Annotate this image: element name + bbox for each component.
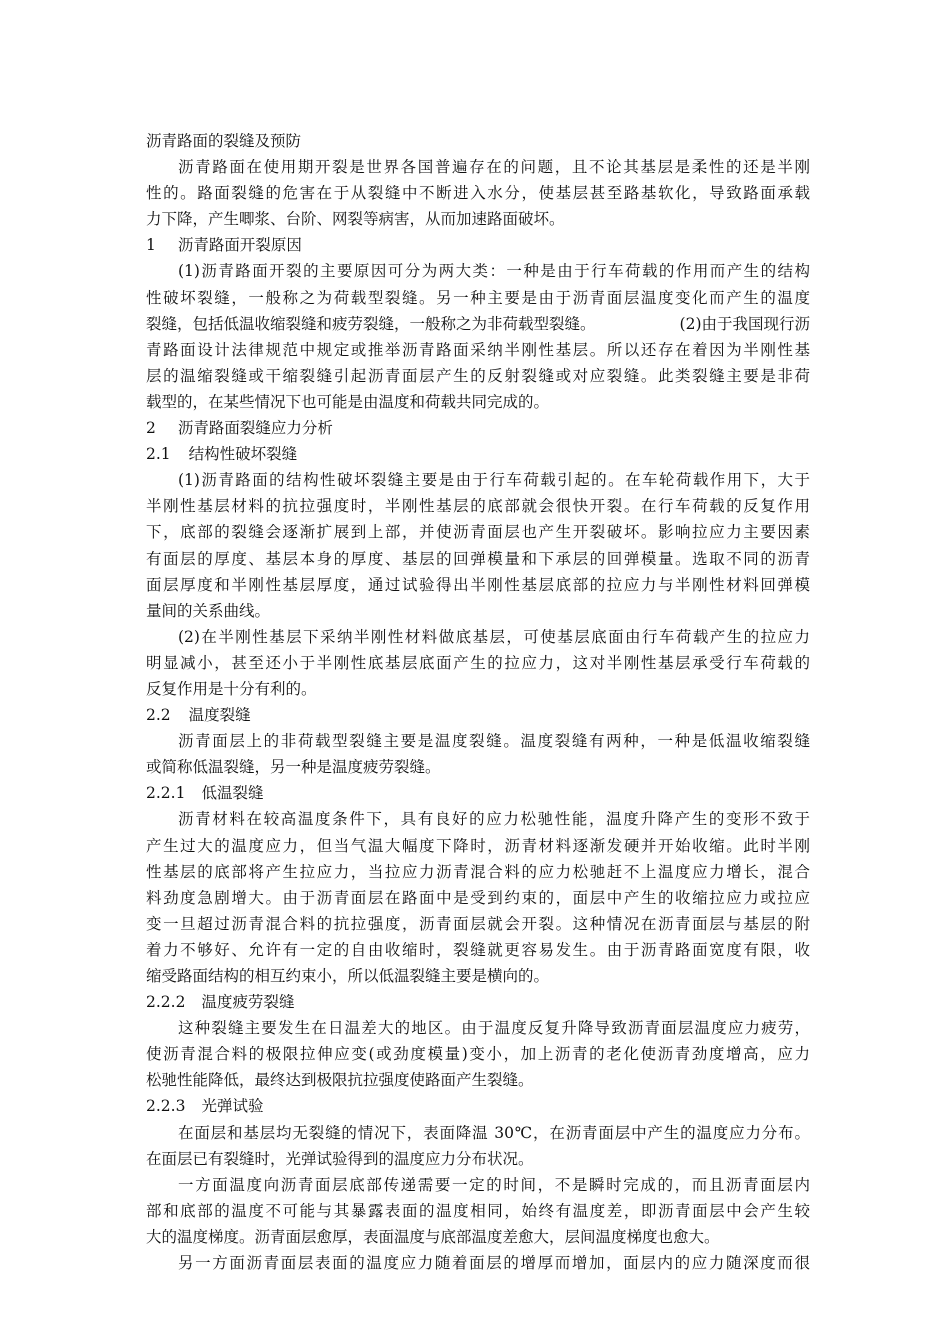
paragraph-line: 半刚性基层材料的抗拉强度时，半刚性基层的底部就会很快开裂。在行车荷载的反复作用 (146, 497, 810, 516)
section-heading-2 (146, 415, 810, 441)
paragraph-text: (2)由于我国现行沥 (679, 314, 810, 333)
section-number: 2 (146, 419, 156, 438)
paragraph-line: 松驰性能降低，最终达到极限抗拉强度使路面产生裂缝。 (146, 1071, 534, 1090)
paragraph-line: 或简称低温裂缝，另一种是温度疲劳裂缝。 (146, 758, 441, 777)
paragraph-line: 着力不够好、允许有一定的自由收缩时，裂缝就更容易发生。由于沥青路面宽度有限，收 (146, 940, 810, 959)
section-number: 2.2.1 (146, 784, 186, 803)
section-number: 2.2.3 (146, 1097, 186, 1116)
section-title: 结构性破坏裂缝 (188, 445, 298, 464)
paragraph-line: (1)沥青路面的结构性破坏裂缝主要是由于行车荷载引起的。在车轮荷载作用下，大于 (178, 471, 810, 490)
paragraph-line: 在面层和基层均无裂缝的情况下，表面降温 30℃，在沥青面层中产生的温度应力分布。 (178, 1123, 810, 1142)
paragraph-line: 反复作用是十分有利的。 (146, 679, 317, 698)
paragraph-line: 青路面设计法律规范中规定或推举沥青路面采纳半刚性基层。所以还存在着因为半刚性基 (146, 340, 810, 359)
document-title: 沥青路面的裂缝及预防 (146, 132, 302, 150)
section-heading-2-2-1 (146, 780, 810, 806)
paragraph-line: 明显减小，甚至还小于半刚性底基层底面产生的拉应力，这对半刚性基层承受行车荷载的 (146, 653, 810, 672)
section-heading-2-2-2 (146, 989, 810, 1015)
document-page (146, 128, 810, 1276)
section-title: 温度疲劳裂缝 (201, 993, 295, 1012)
paragraph-line: 下，底部的裂缝会逐渐扩展到上部，并使沥青面层也产生开裂破坏。影响拉应力主要因素 (146, 523, 810, 542)
paragraph-line: 在面层已有裂缝时，光弹试验得到的温度应力分布状况。 (146, 1149, 534, 1168)
section-number: 2.2.2 (146, 993, 186, 1012)
paragraph-line: 沥青路面在使用期开裂是世界各国普遍存在的问题，且不论其基层是柔性的还是半刚 (178, 158, 810, 177)
section-heading-2-2 (146, 702, 810, 728)
paragraph-line: 使沥青混合料的极限拉伸应变(或劲度模量)变小，加上沥青的老化使沥青劲度增高，应力 (146, 1045, 810, 1064)
section-title: 低温裂缝 (201, 784, 264, 803)
section-number: 1 (146, 236, 156, 255)
section-number: 2.2 (146, 706, 171, 725)
paragraph-line: 载型的，在某些情况下也可能是由温度和荷载共同完成的。 (146, 392, 550, 411)
paragraph-line: 量间的关系曲线。 (146, 601, 271, 620)
paragraph-line: 变一旦超过沥青混合料的抗拉强度，沥青面层就会开裂。这种情况在沥青面层与基层的附 (146, 914, 810, 933)
paragraph-line: 另一方面沥青面层表面的温度应力随着面层的增厚而增加，面层内的应力随深度而很 (178, 1254, 810, 1273)
paragraph-line: (1)沥青路面开裂的主要原因可分为两大类：一种是由于行车荷载的作用而产生的结构 (178, 262, 810, 281)
section-title: 温度裂缝 (188, 706, 251, 725)
paragraph-line: 性基层的底部将产生拉应力，当拉应力沥青混合料的应力松驰赶不上温度应力增长，混合 (146, 862, 810, 881)
section-title: 沥青路面开裂原因 (177, 236, 302, 255)
paragraph-line (146, 311, 810, 337)
paragraph-line: (2)在半刚性基层下采纳半刚性材料做底基层，可使基层底面由行车荷载产生的拉应力 (178, 627, 810, 646)
paragraph-line: 这种裂缝主要发生在日温差大的地区。由于温度反复升降导致沥青面层温度应力疲劳， (178, 1019, 810, 1038)
paragraph-line: 料劲度急剧增大。由于沥青面层在路面中是受到约束的，面层中产生的收缩拉应力或拉应 (146, 888, 810, 907)
paragraph-line: 力下降，产生唧浆、台阶、网裂等病害，从而加速路面破坏。 (146, 210, 565, 229)
section-title: 光弹试验 (201, 1097, 264, 1116)
paragraph-line: 大的温度梯度。沥青面层愈厚，表面温度与底部温度差愈大，层间温度梯度也愈大。 (146, 1227, 720, 1246)
paragraph-line: 面层厚度和半刚性基层厚度，通过试验得出半刚性基层底部的拉应力与半刚性材料回弹模 (146, 575, 810, 594)
paragraph-line: 缩受路面结构的相互约束小，所以低温裂缝主要是横向的。 (146, 967, 550, 985)
paragraph-line: 性的。路面裂缝的危害在于从裂缝中不断进入水分，使基层甚至路基软化，导致路面承载 (146, 184, 810, 203)
paragraph-line: 层的温缩裂缝或干缩裂缝引起沥青面层产生的反射裂缝或对应裂缝。此类裂缝主要是非荷 (146, 366, 810, 385)
section-title: 沥青路面裂缝应力分析 (177, 419, 333, 438)
paragraph-line: 产生过大的温度应力，但当气温大幅度下降时，沥青材料逐渐发硬并开始收缩。此时半刚 (146, 836, 810, 855)
paragraph-line: 有面层的厚度、基层本身的厚度、基层的回弹模量和下承层的回弹模量。选取不同的沥青 (146, 549, 810, 568)
section-heading-2-1 (146, 441, 810, 467)
paragraph-line: 沥青面层上的非荷载型裂缝主要是温度裂缝。温度裂缝有两种，一种是低温收缩裂缝 (178, 732, 810, 751)
section-number: 2.1 (146, 445, 171, 464)
paragraph-line: 一方面温度向沥青面层底部传递需要一定的时间，不是瞬时完成的，而且沥青面层内 (178, 1175, 810, 1194)
paragraph-line: 部和底部的温度不可能与其暴露表面的温度相同，始终有温度差，即沥青面层中会产生较 (146, 1201, 810, 1220)
section-heading-1 (146, 232, 810, 258)
paragraph-text: 裂缝，包括低温收缩裂缝和疲劳裂缝，一般称之为非荷载型裂缝。 (146, 314, 596, 333)
paragraph-line: 性破坏裂缝，一般称之为荷载型裂缝。另一种主要是由于沥青面层温度变化而产生的温度 (146, 288, 810, 307)
paragraph-line: 沥青材料在较高温度条件下，具有良好的应力松驰性能，温度升降产生的变形不致于 (178, 810, 810, 829)
section-heading-2-2-3 (146, 1093, 810, 1119)
